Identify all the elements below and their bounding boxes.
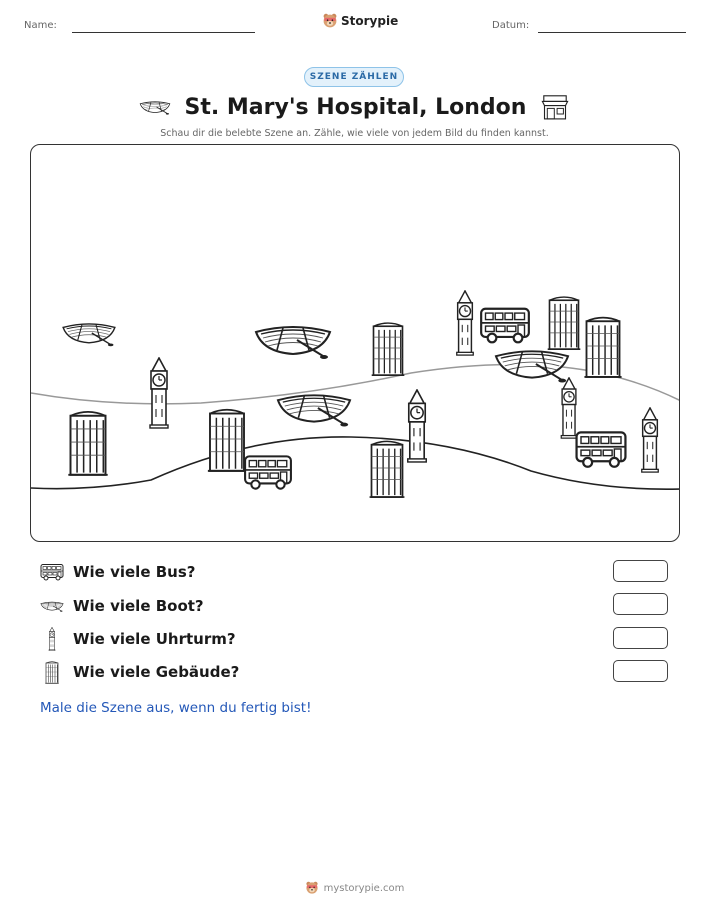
boat xyxy=(496,351,568,382)
brand-name: Storypie xyxy=(341,14,399,28)
boat-icon xyxy=(139,99,171,115)
question-text: Wie viele Bus? xyxy=(73,563,196,581)
clock-tower xyxy=(408,390,427,462)
question-building xyxy=(40,660,239,684)
bus xyxy=(245,456,291,488)
clock-tower xyxy=(150,358,168,428)
counting-scene xyxy=(30,144,680,542)
clock-tower xyxy=(561,378,577,438)
storypie-bear-icon xyxy=(305,881,319,895)
answer-box-boat[interactable] xyxy=(613,593,668,615)
question-text: Wie viele Uhrturm? xyxy=(73,630,236,648)
building xyxy=(548,297,581,349)
page-title-row xyxy=(0,93,709,121)
boat-icon xyxy=(40,599,64,613)
bus xyxy=(577,432,626,466)
page-subtitle: Schau dir die belebte Szene an. Zähle, wie viele von jedem Bild du finden kannst. xyxy=(160,128,549,139)
bus-icon xyxy=(40,563,64,581)
shop-icon xyxy=(540,93,570,121)
bus xyxy=(481,309,529,343)
question-text: Wie viele Gebäude? xyxy=(73,663,240,681)
building xyxy=(68,412,107,475)
answer-box-bus[interactable] xyxy=(613,560,668,582)
date-label: Datum: xyxy=(492,20,530,31)
question-clock-tower xyxy=(40,627,236,651)
name-label: Name: xyxy=(24,20,57,31)
answer-box-building[interactable] xyxy=(613,660,668,682)
clock-tower xyxy=(457,291,474,355)
storypie-bear-icon xyxy=(322,13,338,29)
boat xyxy=(63,324,115,346)
clock-tower xyxy=(642,408,659,472)
clock-tower-icon xyxy=(47,627,57,651)
name-field[interactable] xyxy=(72,32,255,33)
coloring-instruction: Male die Szene aus, wenn du fertig bist! xyxy=(40,700,312,716)
footer-url: mystorypie.com xyxy=(323,882,405,894)
brand-logo xyxy=(322,13,398,29)
boat xyxy=(278,395,350,426)
answer-box-clock-tower[interactable] xyxy=(613,627,668,649)
worksheet-type-badge: SZENE ZÄHLEN xyxy=(304,67,404,87)
building xyxy=(208,410,246,471)
question-bus xyxy=(40,560,195,584)
question-boat xyxy=(40,594,204,618)
page-title: St. Mary's Hospital, London xyxy=(184,94,527,120)
boat xyxy=(256,327,330,359)
building xyxy=(584,318,621,377)
building xyxy=(370,441,405,497)
building xyxy=(372,323,405,375)
date-field[interactable] xyxy=(538,32,686,33)
footer xyxy=(0,881,709,895)
building-icon xyxy=(44,660,60,684)
scene-illustration xyxy=(31,145,680,542)
question-text: Wie viele Boot? xyxy=(73,597,204,615)
